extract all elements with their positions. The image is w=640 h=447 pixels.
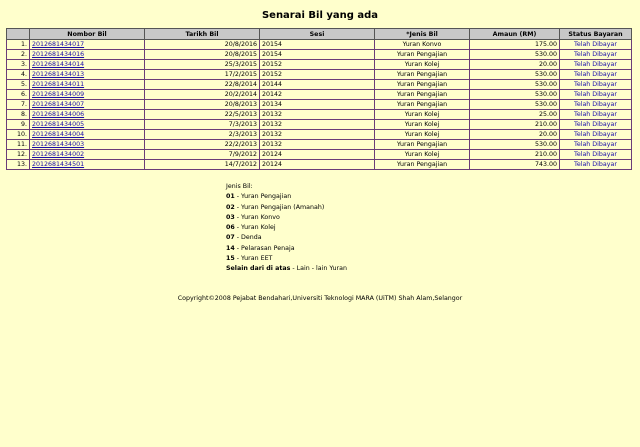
session: 20152: [260, 60, 375, 70]
session: 20154: [260, 40, 375, 50]
row-number: 7.: [7, 100, 30, 110]
amount: 210.00: [470, 120, 560, 130]
legend-code: 01: [226, 193, 235, 201]
legend-description: - Yuran Pengajian (Amanah): [234, 203, 325, 211]
amount: 530.00: [470, 90, 560, 100]
legend-item: [226, 213, 347, 223]
session: 20124: [260, 150, 375, 160]
bill-number-link[interactable]: 2012681434007: [32, 101, 85, 108]
bill-number-cell: [30, 60, 145, 70]
payment-status: Telah Dibayar: [560, 40, 632, 50]
legend-description: - Pelarasan Penaja: [234, 244, 295, 252]
bill-date: 25/3/2015: [145, 60, 260, 70]
table-row: [7, 130, 632, 140]
bill-number-link[interactable]: 2012681434002: [32, 151, 85, 158]
amount: 210.00: [470, 150, 560, 160]
col-header-sesi: Sesi: [260, 29, 375, 40]
payment-status: Telah Dibayar: [560, 120, 632, 130]
payment-status: Telah Dibayar: [560, 50, 632, 60]
row-number: 8.: [7, 110, 30, 120]
row-number: 1.: [7, 40, 30, 50]
bill-date: 20/8/2016: [145, 40, 260, 50]
row-number: 13.: [7, 160, 30, 170]
legend-code: 07: [226, 234, 235, 242]
row-number: 10.: [7, 130, 30, 140]
table-row: [7, 80, 632, 90]
bill-number-link[interactable]: 2012681434501: [32, 161, 85, 168]
table-header-row: [7, 29, 632, 40]
legend-description: - Yuran Kolej: [234, 224, 276, 232]
bill-date: 22/2/2013: [145, 140, 260, 150]
legend-item: [226, 244, 347, 254]
legend-code: 14: [226, 244, 235, 252]
bill-date: 7/3/2013: [145, 120, 260, 130]
bill-type: Yuran Pengajian: [375, 100, 470, 110]
legend-code: 03: [226, 213, 235, 221]
legend-item: [226, 233, 347, 243]
amount: 20.00: [470, 60, 560, 70]
bill-date: 20/2/2014: [145, 90, 260, 100]
amount: 530.00: [470, 140, 560, 150]
table-row: [7, 160, 632, 170]
bill-number-link[interactable]: 2012681434005: [32, 121, 85, 128]
bill-type: Yuran Pengajian: [375, 90, 470, 100]
session: 20132: [260, 130, 375, 140]
col-header-amaun: Amaun (RM): [470, 29, 560, 40]
bill-date: 22/8/2014: [145, 80, 260, 90]
legend-heading: Jenis Bil:: [226, 183, 253, 190]
payment-status: Telah Dibayar: [560, 90, 632, 100]
amount: 743.00: [470, 160, 560, 170]
row-number: 6.: [7, 90, 30, 100]
row-number: 5.: [7, 80, 30, 90]
bill-date: 7/9/2012: [145, 150, 260, 160]
bill-type: Yuran Kolej: [375, 120, 470, 130]
payment-status: Telah Dibayar: [560, 140, 632, 150]
legend-code: Selain dari di atas: [226, 265, 291, 273]
legend-description: - Yuran Konvo: [234, 213, 280, 221]
session: 20132: [260, 110, 375, 120]
bill-type: Yuran Kolej: [375, 60, 470, 70]
legend-code: 02: [226, 203, 235, 211]
payment-status: Telah Dibayar: [560, 150, 632, 160]
bill-number-link[interactable]: 2012681434013: [32, 71, 85, 78]
row-number: 4.: [7, 70, 30, 80]
bill-number-cell: [30, 160, 145, 170]
amount: 530.00: [470, 50, 560, 60]
payment-status: Telah Dibayar: [560, 80, 632, 90]
bill-number-cell: [30, 40, 145, 50]
page-title: Senarai Bil yang ada: [261, 10, 379, 21]
bill-number-cell: [30, 90, 145, 100]
bill-number-link[interactable]: 2012681434004: [32, 131, 85, 138]
copyright-footer: Copyright©2008 Pejabat Bendahari,Universiti Teknologi MARA (UiTM) Shah Alam,Selangor: [177, 295, 463, 302]
bill-type: Yuran Pengajian: [375, 80, 470, 90]
col-header-jenis-bil: *Jenis Bil: [375, 29, 470, 40]
bill-date: 20/8/2015: [145, 50, 260, 60]
legend-item: [226, 192, 347, 202]
bill-number-cell: [30, 150, 145, 160]
amount: 20.00: [470, 130, 560, 140]
row-number: 11.: [7, 140, 30, 150]
bill-number-link[interactable]: 2012681434006: [32, 111, 85, 118]
table-row: [7, 40, 632, 50]
session: 20132: [260, 120, 375, 130]
col-header-status-bayaran: Status Bayaran: [560, 29, 632, 40]
session: 20154: [260, 50, 375, 60]
legend-item: [226, 223, 347, 233]
bill-type: Yuran Pengajian: [375, 140, 470, 150]
table-row: [7, 100, 632, 110]
bill-date: 20/8/2013: [145, 100, 260, 110]
amount: 530.00: [470, 80, 560, 90]
bill-number-link[interactable]: 2012681434014: [32, 61, 85, 68]
legend-description: - Denda: [234, 234, 262, 242]
bill-table: [6, 28, 632, 170]
bill-type: Yuran Pengajian: [375, 160, 470, 170]
session: 20134: [260, 100, 375, 110]
bill-date: 2/3/2013: [145, 130, 260, 140]
col-header-tarikh-bil: Tarikh Bil: [145, 29, 260, 40]
bill-number-link[interactable]: 2012681434017: [32, 41, 85, 48]
col-header-nombor-bil: Nombor Bil: [30, 29, 145, 40]
bill-type: Yuran Konvo: [375, 40, 470, 50]
session: 20152: [260, 70, 375, 80]
bill-number-cell: [30, 80, 145, 90]
amount: 175.00: [470, 40, 560, 50]
amount: 530.00: [470, 70, 560, 80]
table-row: [7, 110, 632, 120]
bill-type: Yuran Pengajian: [375, 70, 470, 80]
row-number: 12.: [7, 150, 30, 160]
table-row: [7, 150, 632, 160]
amount: 25.00: [470, 110, 560, 120]
bill-date: 22/5/2013: [145, 110, 260, 120]
bill-number-cell: [30, 70, 145, 80]
legend-item: [226, 254, 347, 264]
bill-type: Yuran Kolej: [375, 130, 470, 140]
amount: 530.00: [470, 100, 560, 110]
legend-description: - Yuran EET: [234, 255, 273, 263]
table-row: [7, 90, 632, 100]
bill-number-cell: [30, 120, 145, 130]
table-row: [7, 120, 632, 130]
payment-status: Telah Dibayar: [560, 100, 632, 110]
payment-status: Telah Dibayar: [560, 160, 632, 170]
bill-number-link[interactable]: 2012681434016: [32, 51, 85, 58]
session: 20144: [260, 80, 375, 90]
row-number: 9.: [7, 120, 30, 130]
row-number: 2.: [7, 50, 30, 60]
table-row: [7, 70, 632, 80]
legend-item: [226, 264, 347, 274]
bill-number-cell: [30, 50, 145, 60]
bill-type-legend: [226, 182, 347, 275]
legend-code: 06: [226, 224, 235, 232]
session: 20142: [260, 90, 375, 100]
bill-number-cell: [30, 130, 145, 140]
table-row: [7, 50, 632, 60]
session: 20124: [260, 160, 375, 170]
bill-number-link[interactable]: 2012681434009: [32, 91, 85, 98]
bill-type: Yuran Pengajian: [375, 50, 470, 60]
bill-type: Yuran Kolej: [375, 150, 470, 160]
legend-code: 15: [226, 255, 235, 263]
bill-number-link[interactable]: 2012681434011: [32, 81, 85, 88]
table-row: [7, 60, 632, 70]
bill-date: 14/7/2012: [145, 160, 260, 170]
legend-item: [226, 203, 347, 213]
bill-date: 17/2/2015: [145, 70, 260, 80]
legend-description: - Lain - lain Yuran: [290, 265, 347, 273]
legend-description: - Yuran Pengajian: [234, 193, 292, 201]
session: 20132: [260, 140, 375, 150]
bill-number-cell: [30, 110, 145, 120]
bill-number-cell: [30, 140, 145, 150]
bill-type: Yuran Kolej: [375, 110, 470, 120]
bill-number-cell: [30, 100, 145, 110]
table-row: [7, 140, 632, 150]
payment-status: Telah Dibayar: [560, 70, 632, 80]
col-header-no: [7, 29, 30, 40]
payment-status: Telah Dibayar: [560, 110, 632, 120]
bill-number-link[interactable]: 2012681434003: [32, 141, 85, 148]
payment-status: Telah Dibayar: [560, 60, 632, 70]
row-number: 3.: [7, 60, 30, 70]
payment-status: Telah Dibayar: [560, 130, 632, 140]
